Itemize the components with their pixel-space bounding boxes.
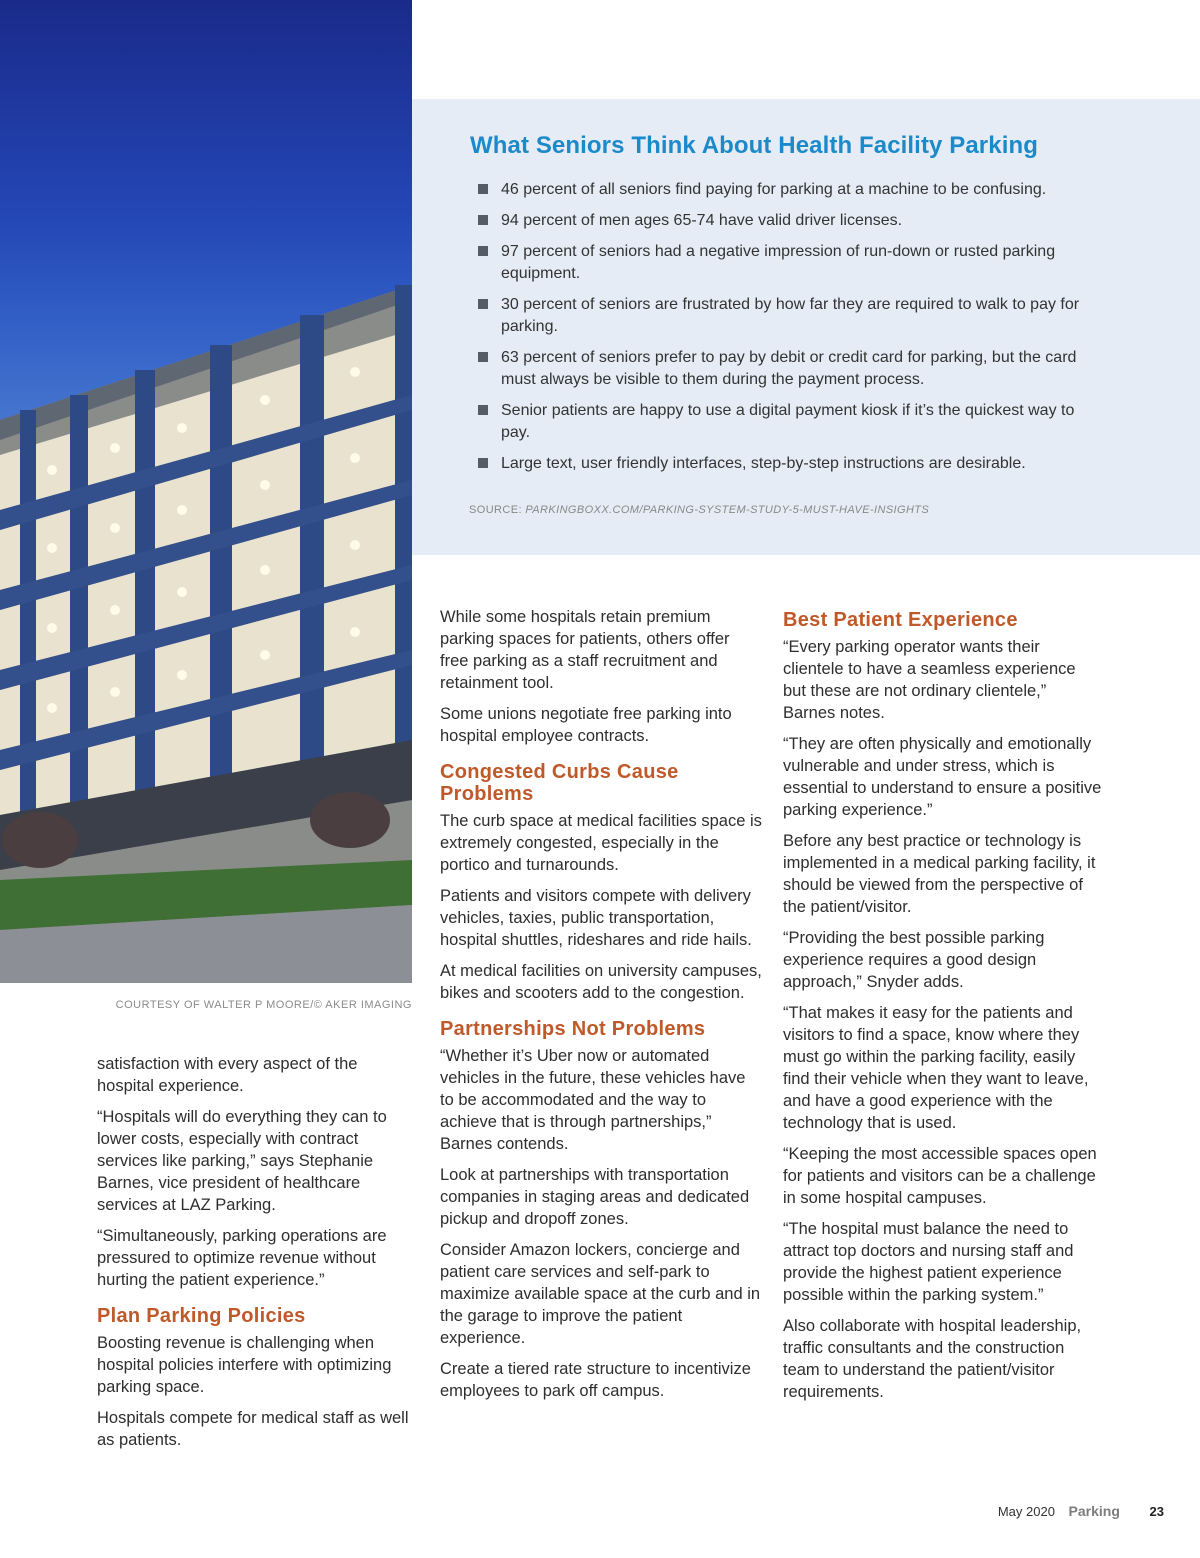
- list-item: 30 percent of seniors are frustrated by how far they are required to walk to pay for parking.: [478, 294, 1098, 338]
- paragraph: “Hospitals will do everything they can to lower costs, especially with contract services like parking,” says Stephanie Barnes, vice president of healthcare services at LAZ Parking.: [97, 1108, 387, 1214]
- paragraph: Boosting revenue is challenging when hospital policies interfere with optimizing parking space.: [97, 1334, 392, 1396]
- paragraph: “Every parking operator wants their clientele to have a seamless experience but these are not ordinary clientele,” Barnes notes.: [783, 638, 1076, 722]
- sidebar-title: What Seniors Think About Health Facility Parking: [470, 132, 1038, 159]
- paragraph: Create a tiered rate structure to incentivize employees to park off campus.: [440, 1360, 751, 1400]
- paragraph: “That makes it easy for the patients and visitors to find a space, know where they must go within the parking facility, easily find their vehicle when they want to leave, and have a good experience with the technology that is used.: [783, 1004, 1089, 1132]
- paragraph: “They are often physically and emotionally vulnerable and under stress, which is essential to understand to ensure a positive parking experience.”: [783, 735, 1102, 819]
- paragraph: satisfaction with every aspect of the hospital experience.: [97, 1055, 358, 1095]
- paragraph: Hospitals compete for medical staff as well as patients.: [97, 1409, 409, 1449]
- heading-congested-curbs: Congested Curbs Cause Problems: [440, 761, 679, 805]
- garage-photo: [0, 0, 412, 983]
- heading-best-patient-experience: Best Patient Experience: [783, 609, 1018, 631]
- photo-credit: COURTESY OF WALTER P MOORE/© AKER IMAGING: [115, 999, 412, 1011]
- paragraph: Patients and visitors compete with delivery vehicles, taxies, public transportation, hospital shuttles, rideshares and ride hails.: [440, 887, 752, 949]
- page-number: 23: [1149, 1504, 1164, 1519]
- facts-list: [478, 179, 1098, 484]
- paragraph: The curb space at medical facilities space is extremely congested, especially in the portico and turnarounds.: [440, 812, 762, 874]
- footer-publication: Parking: [1068, 1503, 1120, 1519]
- heading-partnerships: Partnerships Not Problems: [440, 1018, 706, 1040]
- paragraph: Also collaborate with hospital leadership, traffic consultants and the construction team to understand the patient/visitor requirements.: [783, 1317, 1082, 1401]
- list-item: Large text, user friendly interfaces, step-by-step instructions are desirable.: [478, 453, 1098, 475]
- column-2: [440, 606, 762, 1411]
- paragraph: While some hospitals retain premium parking spaces for patients, others offer free parking as a staff recruitment and retainment tool.: [440, 608, 730, 692]
- source-url: PARKINGBOXX.COM/PARKING-SYSTEM-STUDY-5-MUST-HAVE-INSIGHTS: [525, 504, 930, 516]
- paragraph: At medical facilities on university campuses, bikes and scooters add to the congestion.: [440, 962, 762, 1002]
- list-item: 94 percent of men ages 65-74 have valid driver licenses.: [478, 210, 1098, 232]
- footer-date: May 2020: [997, 1504, 1055, 1519]
- source-label: SOURCE:: [469, 504, 522, 516]
- paragraph: “Keeping the most accessible spaces open for patients and visitors can be a challenge in some hospital campuses.: [783, 1145, 1097, 1207]
- paragraph: “The hospital must balance the need to attract top doctors and nursing staff and provide the highest patient experience possible within the parking system.”: [783, 1220, 1074, 1304]
- sidebar-box: [412, 99, 1200, 555]
- paragraph: Consider Amazon lockers, concierge and patient care services and self-park to maximize available space at the curb and in the garage to improve the patient experience.: [440, 1241, 761, 1347]
- paragraph: “Whether it’s Uber now or automated vehicles in the future, these vehicles have to be accommodated and the way to achieve that is through partnerships,” Barnes contends.: [440, 1047, 746, 1153]
- paragraph: Before any best practice or technology is implemented in a medical parking facility, it should be viewed from the perspective of the patient/visitor.: [783, 832, 1096, 916]
- column-3: [783, 606, 1103, 1412]
- list-item: 63 percent of seniors prefer to pay by debit or credit card for parking, but the card must always be visible to them during the payment process.: [478, 347, 1098, 391]
- list-item: 46 percent of all seniors find paying for parking at a machine to be confusing.: [478, 179, 1098, 201]
- paragraph: Look at partnerships with transportation companies in staging areas and dedicated pickup and dropoff zones.: [440, 1166, 750, 1228]
- paragraph: “Providing the best possible parking experience requires a good design approach,” Snyder adds.: [783, 929, 1045, 991]
- garage-illustration: [0, 0, 412, 983]
- column-1: [97, 1053, 417, 1460]
- heading-plan-parking-policies: Plan Parking Policies: [97, 1305, 306, 1327]
- page-footer: [998, 1503, 1164, 1519]
- paragraph: “Simultaneously, parking operations are pressured to optimize revenue without hurting the patient experience.”: [97, 1227, 387, 1289]
- list-item: 97 percent of seniors had a negative impression of run-down or rusted parking equipment.: [478, 241, 1098, 285]
- sidebar-source: [469, 504, 929, 516]
- list-item: Senior patients are happy to use a digital payment kiosk if it’s the quickest way to pay.: [478, 400, 1098, 444]
- paragraph: Some unions negotiate free parking into hospital employee contracts.: [440, 705, 732, 745]
